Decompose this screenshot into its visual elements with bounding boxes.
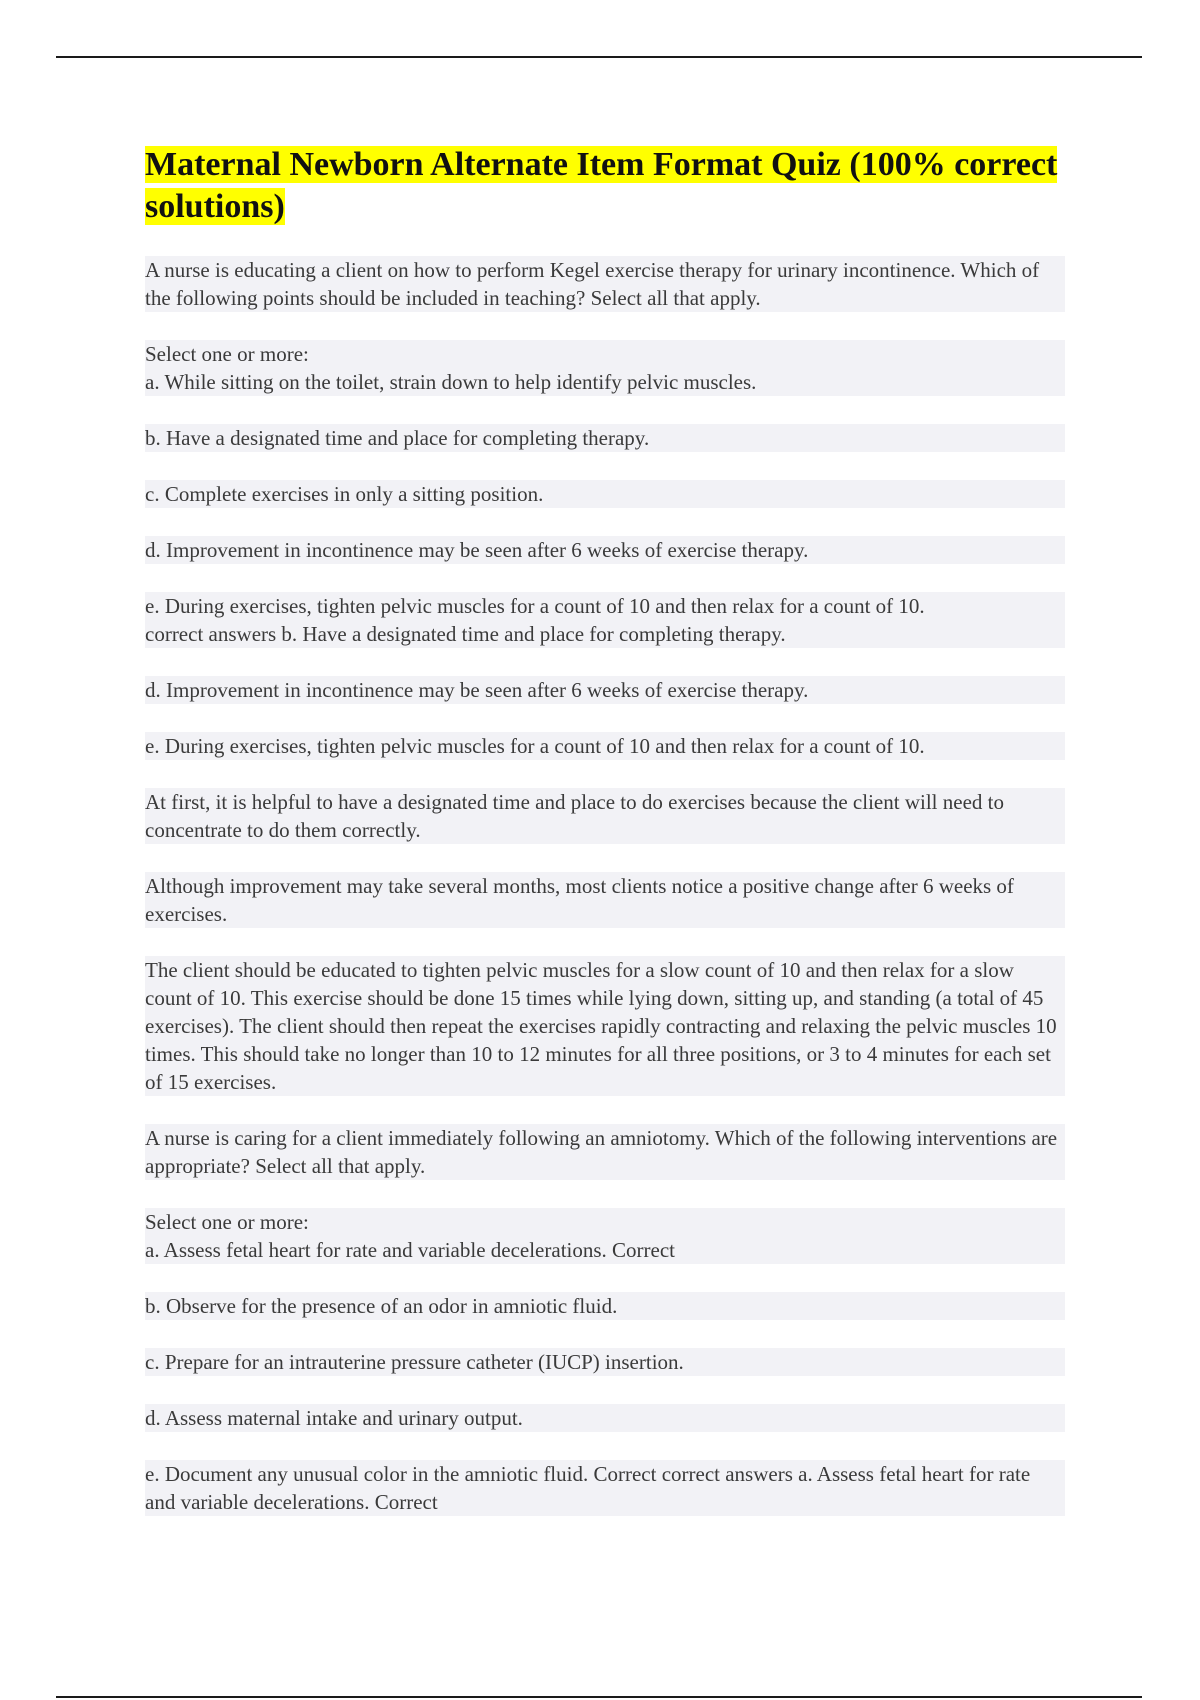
q1-rationale-1: At first, it is helpful to have a designated time and place to do exercises because the client will need to concentrate to do them correctly. — [145, 788, 1065, 844]
q2-option-a: a. Assess fetal heart for rate and variable decelerations. Correct — [145, 1236, 1065, 1264]
q1-rationale-3: The client should be educated to tighten pelvic muscles for a slow count of 10 and then relax for a slow count of 10. This exercise should be done 15 times while lying down, sitting up, and standing (a total of 45 exercises). The client should then repeat the exercises rapidly contracting and relaxing the pelvic muscles 10 times. This should take no longer than 10 to 12 minutes for all three positions, or 3 to 4 minutes for each set of 15 exercises. — [145, 956, 1065, 1096]
q1-answer-e: e. During exercises, tighten pelvic muscles for a count of 10 and then relax for a count of 10. — [145, 732, 1065, 760]
q2-stem: A nurse is caring for a client immediately following an amniotomy. Which of the following interventions are appropriate? Select all that apply. — [145, 1124, 1065, 1180]
q1-answer-d: d. Improvement in incontinence may be seen after 6 weeks of exercise therapy. — [145, 676, 1065, 704]
q1-option-e: e. During exercises, tighten pelvic muscles for a count of 10 and then relax for a count of 10. — [145, 592, 1065, 620]
document-title — [145, 144, 1065, 228]
q2-option-c: c. Prepare for an intrauterine pressure catheter (IUCP) insertion. — [145, 1348, 1065, 1376]
q1-answer-line: correct answers b. Have a designated time and place for completing therapy. — [145, 620, 1065, 648]
title-highlight: Maternal Newborn Alternate Item Format Quiz (100% correct solutions) — [145, 146, 1058, 225]
q1-instruction: Select one or more: — [145, 340, 1065, 368]
q1-option-b: b. Have a designated time and place for completing therapy. — [145, 424, 1065, 452]
bottom-divider — [56, 1696, 1142, 1698]
q2-option-d: d. Assess maternal intake and urinary output. — [145, 1404, 1065, 1432]
q1-option-c: c. Complete exercises in only a sitting position. — [145, 480, 1065, 508]
q2-instruction: Select one or more: — [145, 1208, 1065, 1236]
q2-option-b: b. Observe for the presence of an odor in amniotic fluid. — [145, 1292, 1065, 1320]
q2-option-e: e. Document any unusual color in the amniotic fluid. Correct correct answers a. Assess fetal heart for rate and variable decelerations. Correct — [145, 1460, 1065, 1516]
q1-stem: A nurse is educating a client on how to perform Kegel exercise therapy for urinary incontinence. Which of the following points should be included in teaching? Select all that apply. — [145, 256, 1065, 312]
q1-option-d: d. Improvement in incontinence may be seen after 6 weeks of exercise therapy. — [145, 536, 1065, 564]
q1-rationale-2: Although improvement may take several months, most clients notice a positive change after 6 weeks of exercises. — [145, 872, 1065, 928]
q1-option-a: a. While sitting on the toilet, strain down to help identify pelvic muscles. — [145, 368, 1065, 396]
document-body — [145, 144, 1065, 1516]
top-divider — [56, 56, 1142, 58]
